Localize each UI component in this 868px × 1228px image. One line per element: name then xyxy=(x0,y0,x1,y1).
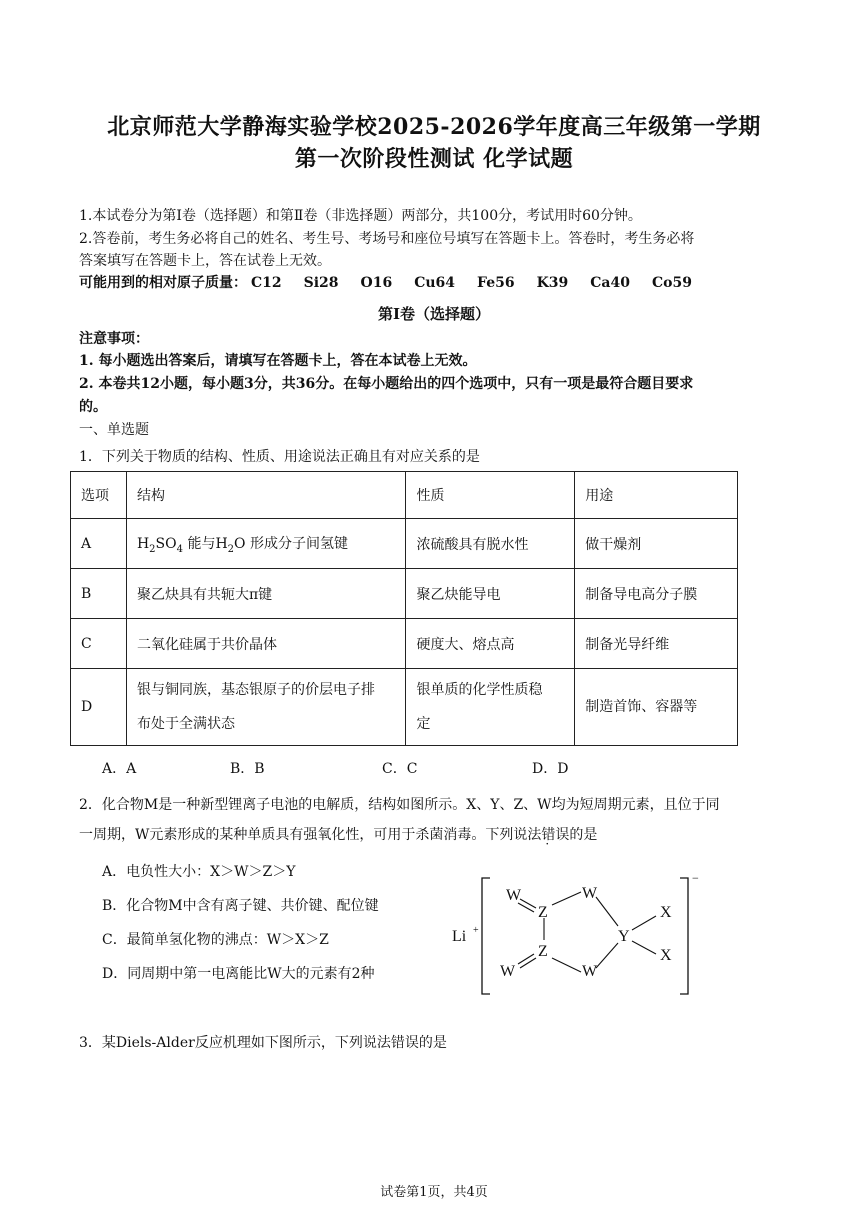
atomic-mass: Co59 xyxy=(651,275,692,291)
table-header-row xyxy=(71,472,738,519)
left-bracket xyxy=(482,878,490,994)
atom-z: Z xyxy=(538,943,548,960)
property-cell: 聚乙炔能导电 xyxy=(406,569,575,619)
bond xyxy=(552,892,581,905)
notice-title: 注意事项： xyxy=(79,331,149,347)
notice-2b: 的。 xyxy=(79,399,107,415)
question-2-option-d: D．同周期中第一电离能比W大的元素有2种 xyxy=(102,966,375,982)
question-2-option-c: C．最简单氢化物的沸点：W＞X＞Z xyxy=(102,932,329,948)
atomic-mass: C12 xyxy=(251,275,282,291)
bond xyxy=(632,941,656,954)
bond xyxy=(518,954,534,964)
question-1-stem: 1．下列关于物质的结构、性质、用途说法正确且有对应关系的是 xyxy=(79,449,480,465)
choice-b: B．B xyxy=(230,761,265,777)
notice-2a: 2. 本卷共12小题，每小题3分，共36分。在每小题给出的四个选项中，只有一项是最符合题目要求 xyxy=(79,376,694,392)
instruction-1: 1.本试卷分为第Ⅰ卷（选择题）和第Ⅱ卷（非选择题）两部分，共100分，考试用时60分钟。 xyxy=(79,208,642,224)
table-header-cell: 结构 xyxy=(126,472,406,519)
stem-text: 一周期，W元素形成的某种单质具有强氧化性，可用于杀菌消毒。下列说法 xyxy=(79,827,542,843)
atom-x: X xyxy=(660,904,672,921)
choice-c: C．C xyxy=(382,761,418,777)
atomic-mass: O16 xyxy=(360,275,393,291)
table-row xyxy=(71,569,738,619)
part-heading: 一、单选题 xyxy=(79,422,149,438)
atomic-mass: Cu64 xyxy=(414,275,456,291)
table-header-cell: 用途 xyxy=(575,472,738,519)
atomic-mass: K39 xyxy=(536,275,569,291)
instruction-2a: 2.答卷前，考生务必将自己的姓名、考生号、考场号和座位号填写在答题卡上。答卷时，考生务必将 xyxy=(79,231,695,247)
table-header-cell: 选项 xyxy=(71,472,127,519)
table-row xyxy=(71,519,738,569)
atom-z: Z xyxy=(538,904,548,921)
atom-w: W xyxy=(582,963,598,980)
bond xyxy=(632,916,656,930)
option-cell: D xyxy=(71,669,127,746)
stem-text: 的是 xyxy=(569,827,598,843)
section-title: 第Ⅰ卷（选择题） xyxy=(377,305,491,323)
page-footer: 试卷第1页，共4页 xyxy=(380,1185,488,1200)
atomic-mass-label: 可能用到的相对原子质量： xyxy=(79,275,247,291)
exam-title-line2: 第一次阶段性测试 化学试题 xyxy=(294,146,574,172)
property-cell: 银单质的化学性质稳 定 xyxy=(406,669,575,746)
emphasis-text: 错误 xyxy=(541,827,570,843)
atomic-mass: Ca40 xyxy=(590,275,630,291)
question-2-stem-2 xyxy=(79,824,597,844)
compound-m-structure xyxy=(448,870,708,1000)
atom-w: W xyxy=(582,885,598,902)
notice-1: 1. 每小题选出答案后，请填写在答题卡上，答在本试卷上无效。 xyxy=(79,353,477,369)
question-1-table xyxy=(70,471,738,746)
atomic-mass: Fe56 xyxy=(477,275,515,291)
instruction-2b: 答案填写在答题卡上，答在试卷上无效。 xyxy=(79,253,331,269)
question-3-stem: 3．某Diels-Alder反应机理如下图所示，下列说法错误的是 xyxy=(79,1035,447,1051)
cation-label: Li xyxy=(452,928,467,945)
bond xyxy=(518,903,534,912)
use-cell: 制造首饰、容器等 xyxy=(575,669,738,746)
structure-cell: 二氧化硅属于共价晶体 xyxy=(126,619,406,669)
option-cell: A xyxy=(71,519,127,569)
right-bracket xyxy=(680,878,688,994)
atom-x: X xyxy=(660,947,672,964)
use-cell: 制备导电高分子膜 xyxy=(575,569,738,619)
question-2-option-b: B．化合物M中含有离子键、共价键、配位键 xyxy=(102,898,379,914)
table-header-cell: 性质 xyxy=(406,472,575,519)
cation-charge: + xyxy=(473,925,479,936)
structure-cell: 聚乙炔具有共轭大π键 xyxy=(126,569,406,619)
use-cell: 做干燥剂 xyxy=(575,519,738,569)
atom-w: W xyxy=(500,963,516,980)
atom-y: Y xyxy=(618,928,630,945)
structure-cell: 银与铜同族，基态银原子的价层电子排 布处于全满状态 xyxy=(126,669,406,746)
use-cell: 制备光导纤维 xyxy=(575,619,738,669)
choice-d: D．D xyxy=(532,761,569,777)
atomic-mass-line xyxy=(79,272,714,292)
exam-title-line1: 北京师范大学静海实验学校2025-2026学年度高三年级第一学期 xyxy=(107,114,761,140)
table-row xyxy=(71,669,738,746)
bond xyxy=(520,899,536,908)
property-cell: 硬度大、熔点高 xyxy=(406,619,575,669)
structure-cell: $H_2SO_4$ 能与$H_2O$ 形成分子间氢键 xyxy=(126,519,406,569)
option-cell: C xyxy=(71,619,127,669)
bond xyxy=(520,958,536,968)
table-row xyxy=(71,619,738,669)
anion-charge: − xyxy=(692,871,699,885)
choice-a: A．A xyxy=(102,761,137,777)
bond xyxy=(596,943,618,968)
atom-w: W xyxy=(506,887,522,904)
question-2-stem-1: 2．化合物M是一种新型锂离子电池的电解质，结构如图所示。X、Y、Z、W均为短周期元素，且位于同 xyxy=(79,797,720,813)
bond xyxy=(596,897,618,926)
option-cell: B xyxy=(71,569,127,619)
atomic-mass: Si28 xyxy=(303,275,339,291)
question-2-option-a: A．电负性大小：X＞W＞Z＞Y xyxy=(102,864,296,880)
property-cell: 浓硫酸具有脱水性 xyxy=(406,519,575,569)
bond xyxy=(552,958,581,972)
